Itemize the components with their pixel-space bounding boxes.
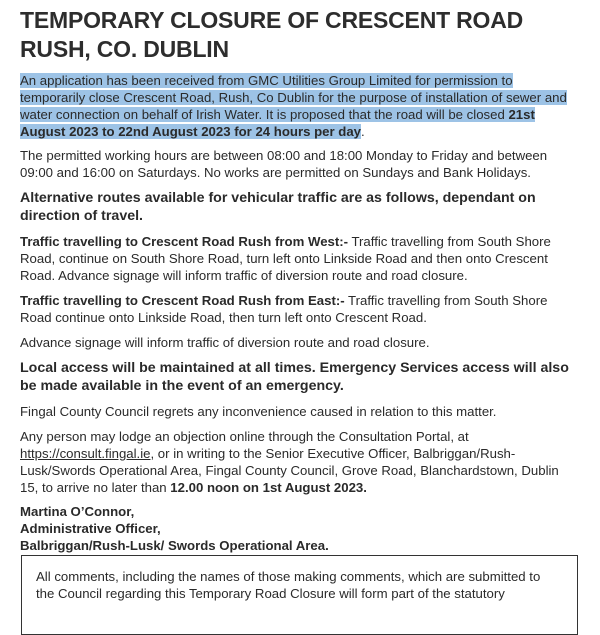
west-route-label: Traffic travelling to Crescent Road Rush from West:- — [20, 234, 349, 249]
advance-signage-paragraph: Advance signage will inform traffic of diversion route and road closure. — [20, 335, 430, 350]
consultation-portal-link[interactable]: https://consult.fingal.ie — [20, 446, 151, 461]
east-route-paragraph — [20, 292, 570, 326]
notice-box — [21, 555, 578, 635]
objection-start: Any person may lodge an objection online through the Consultation Portal, at — [20, 429, 469, 444]
local-access-paragraph: Local access will be maintained at all times. Emergency Services access will also be made available in the event of an emergency. — [20, 360, 569, 394]
intro-end: . — [361, 124, 365, 139]
intro-paragraph — [20, 72, 570, 140]
signature-block — [20, 503, 570, 554]
objection-deadline: 12.00 noon on 1st August 2023. — [170, 480, 367, 495]
west-route-text: Traffic travelling from South Shore Road, continue on South Shore Road, turn left onto Linkside Road and then onto Crescent Road. Advance signage will inform traffic of diversion route and road closure. — [20, 234, 551, 283]
working-hours-paragraph: The permitted working hours are between 08:00 and 18:00 Monday to Friday and between 09:00 and 16:00 on Saturdays. No works are permitted on Sundays and Bank Holidays. — [20, 148, 548, 180]
page-title: TEMPORARY CLOSURE OF CRESCENT ROAD RUSH, CO. DUBLIN — [20, 7, 524, 62]
signatory-name: Martina O’Connor, — [20, 504, 135, 519]
objection-paragraph — [20, 428, 570, 496]
signatory-role: Administrative Officer, — [20, 521, 161, 536]
notice-box-text: All comments, including the names of those making comments, which are submitted to the Council regarding this Temporary Road Closure will form part of the statutory — [36, 569, 541, 601]
signatory-area: Balbriggan/Rush-Lusk/ Swords Operational Area. — [20, 538, 329, 553]
alt-routes-heading: Alternative routes available for vehicular traffic are as follows, dependant on direction of travel. — [20, 190, 536, 224]
objection-middle: , or in writing to the Senior Executive Officer, Balbriggan/Rush-Lusk/Swords Operational Area, Fingal County Council, Grove Road, Blanchardstown, Dublin 15, to arrive no later than — [20, 446, 559, 495]
east-route-label: Traffic travelling to Crescent Road Rush from East:- — [20, 293, 345, 308]
regrets-paragraph: Fingal County Council regrets any inconvenience caused in relation to this matter. — [20, 404, 497, 419]
closure-dates: 21st August 2023 to 22nd August 2023 for 24 hours per day — [20, 107, 535, 139]
intro-highlighted-text: An application has been received from GMC Utilities Group Limited for permission to temporarily close Crescent Road, Rush, Co Dublin for the purpose of installation of sewer and water connection on behalf of Irish Water. It is proposed that the road will be closed — [20, 73, 567, 122]
west-route-paragraph — [20, 233, 570, 284]
east-route-text: Traffic travelling from South Shore Road continue onto Linkside Road, then turn left onto Crescent Road. — [20, 293, 548, 325]
